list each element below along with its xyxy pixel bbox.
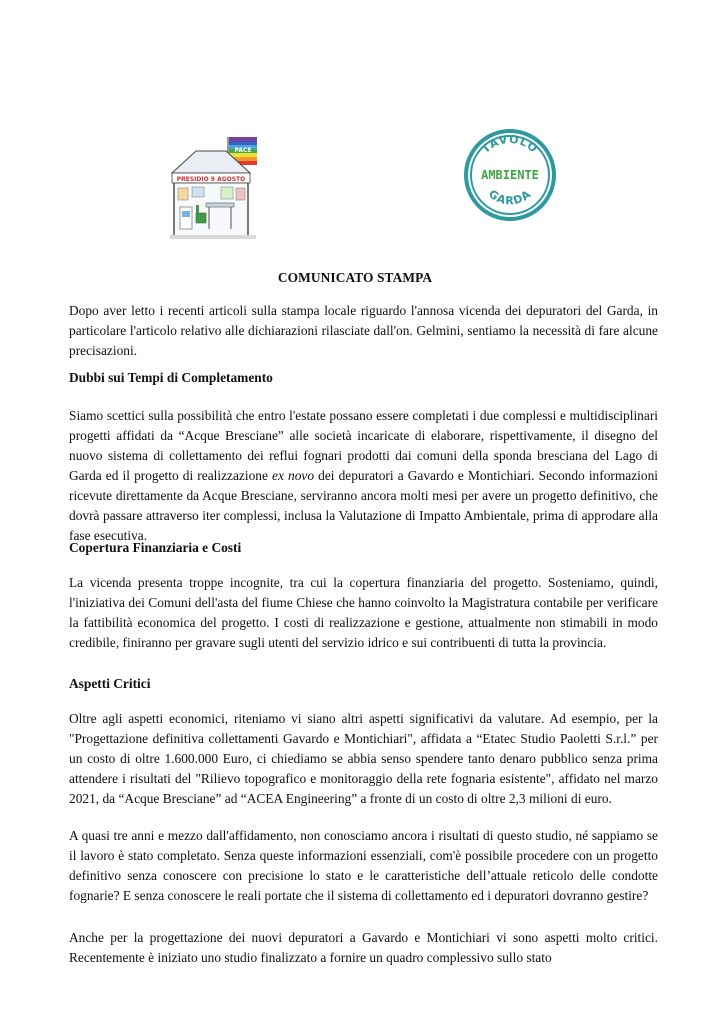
svg-text:AMBIENTE: AMBIENTE [481, 168, 539, 182]
tavolo-ambiente-garda-logo [461, 126, 559, 224]
document-title: COMUNICATO STAMPA [277, 270, 433, 285]
section-paragraph-aspetti-2: A quasi tre anni e mezzo dall'affidamento, non conosciamo ancora i risultati di questo studio, né sappiamo se il lavoro è stato completato. Senza queste informazioni essenziali, com'è possibile procedere con un progetto definitivo senza conoscere con precisione lo stato e le caratteristiche dell’attuale reticolo delle condotte fognarie? E senza conoscere le reali portate che il sistema di collettamento ed i depuratori dovranno gestire? [69, 828, 658, 903]
intro-paragraph: Dopo aver letto i recenti articoli sulla stampa locale riguardo l'annosa vicenda dei depuratori del Garda, in particolare l'articolo relativo alle dichiarazioni rilasciate dall'on. Gelmini, sentiamo la necessità di fare alcune precisazioni. [69, 303, 658, 358]
section-paragraph-costi: La vicenda presenta troppe incognite, tra cui la copertura finanziaria del progetto. Sosteniamo, quindi, l'iniziativa dei Comuni dell'asta del fiume Chiese che hanno coinvolto la Magistratura contabile per verificare la fattibilità economica del progetto. I costi di realizzazione e gestione, attualmente non stimabili in modo credibile, finiranno per gravare sugli utenti del servizio idrico e sui contribuenti di tutta la provincia. [69, 575, 658, 650]
svg-text:GARDA: GARDA [486, 187, 534, 208]
svg-text:PRESIDIO 9 AGOSTO: PRESIDIO 9 AGOSTO [176, 176, 246, 183]
presidio-logo [166, 133, 260, 241]
section-paragraph-aspetti-3: Anche per la progettazione dei nuovi depuratori a Gavardo e Montichiari vi sono aspetti molto critici. Recentemente è iniziato uno studio finalizzato a fornire un quadro complessivo sullo stato [69, 930, 658, 965]
section-paragraph-aspetti-1: Oltre agli aspetti economici, riteniamo vi siano altri aspetti significativi da valutare. Ad esempio, per la "Progettazione definitiva collettamenti Gavardo e Montichiari", affidata a “Etatec Studio Paoletti S.r.l.” per un costo di oltre 1.600.000 Euro, ci chiediamo se abbia senso spendere tanto denaro pubblico senza prima attendere i risultati del "Rilievo topografico e monitoraggio della rete fognaria esistente", affidato nel marzo 2021, da “Acque Bresciane” ad “ACEA Engineering” a fronte di un costo di oltre 2,3 milioni di euro. [69, 711, 658, 806]
section-heading-aspetti: Aspetti Critici [69, 676, 151, 691]
section-heading-tempi: Dubbi sui Tempi di Completamento [69, 370, 273, 385]
section-paragraph-tempi: Siamo scettici sulla possibilità che entro l'estate possano essere completati i due complessi e multidisciplinari progetti affidati da “Acque Bresciane” alle società incaricate di elaborare, rispettivamente, il disegno del nuovo sistema di collettamento dei reflui fognari prodotti dai comuni della sponda bresciana del Lago di Garda ed il progetto di realizzazione ex novo dei depuratori a Gavardo e Montichiari. Secondo informazioni ricevute direttamente da Acque Bresciane, serviranno ancora molti mesi per avere un progetto definitivo, che dovrà passare attraverso iter complessi, inclusa la Valutazione di Impatto Ambientale, prima di approdare alla fase esecutiva. [69, 408, 658, 543]
section-heading-costi: Copertura Finanziaria e Costi [69, 540, 242, 555]
svg-text:PACE: PACE [234, 147, 252, 154]
svg-text:TAVOLO: TAVOLO [479, 132, 541, 156]
